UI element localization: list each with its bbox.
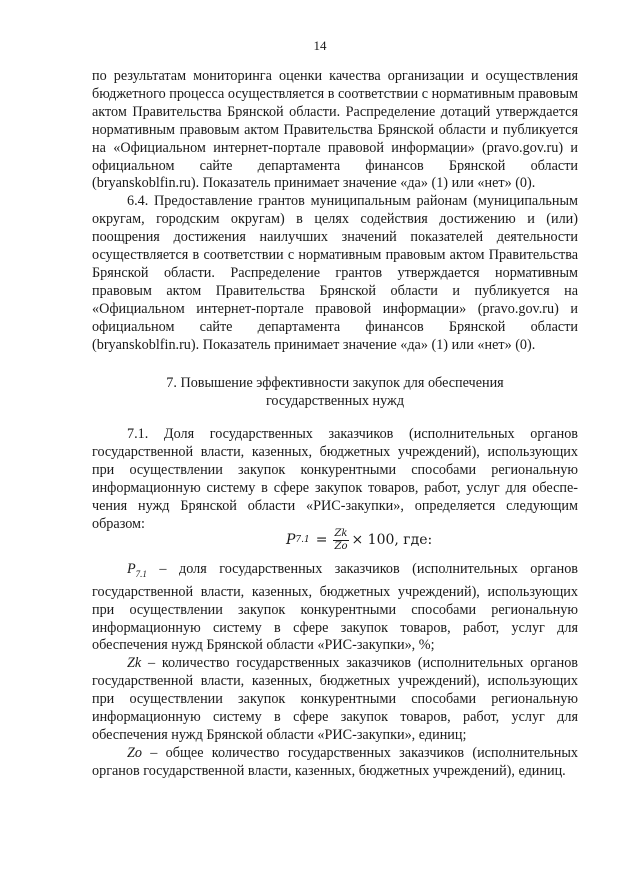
formula-denominator: Zo bbox=[334, 540, 348, 552]
definition-p71-subscript: 7.1 bbox=[135, 568, 147, 579]
formula-lhs-subscript: 7.1 bbox=[295, 535, 310, 545]
formula-numerator: Zk bbox=[334, 527, 348, 539]
section-7-heading bbox=[92, 374, 578, 410]
page-number: 14 bbox=[313, 38, 327, 53]
definition-zk-text: – количество государственных заказчиков (исполнительных органов государственной власти, казенных, бюджетных учреждений), использующих при осуществлении закупок конкурентными способами региональную информационную систему в сфере закупок товаров, работ, услуг для обеспечения нужд Брянской области «РИС-закупки», единиц; bbox=[92, 655, 578, 743]
definition-zo bbox=[92, 745, 578, 781]
formula-tail: × 100, где: bbox=[351, 532, 433, 548]
section-heading-line-2: государственных нужд bbox=[265, 393, 405, 409]
definition-p71-text: – доля государственных заказчиков (исполнительных органов государственной власти, казенных, бюджетных учреждений), использующих при осуществлении закупок конкурентными способами региональную информационную систему в сфере закупок товаров, работ, услуг для обеспечения нужд Брянской области «РИС-закупки», %; bbox=[92, 561, 578, 654]
formula-lhs: P bbox=[286, 532, 296, 548]
paragraph-7-1-block bbox=[92, 426, 578, 533]
definition-p71 bbox=[92, 561, 578, 655]
definitions-block bbox=[92, 561, 578, 781]
definition-zk-symbol: Zk bbox=[127, 655, 142, 672]
formula-equals: = bbox=[315, 532, 328, 548]
paragraph-continuation-block bbox=[92, 68, 578, 355]
paragraph-6-4: 6.4. Предоставление грантов муниципальным районам (муниципальным округам, городским округам) в целях содействия достижению и (или) поощрения достижения наилучших значений показателей деятельности осуществляется в соответствии с нормативным правовым актом Правительства Брянской области. Распределение грантов утверждается нормативным правовым актом Правительства Брянской области и публикуется на «Официальном интернет-портале правовой информации» (pravo.gov.ru) и официальном сайте департамента финансов Брянской области (bryanskoblfin.ru). Показатель принимает значение «да» (1) или «нет» (0). bbox=[92, 193, 578, 353]
section-heading-line-1: 7. Повышение эффективности закупок для обеспечения bbox=[166, 375, 504, 391]
definition-zo-symbol: Zo bbox=[127, 744, 142, 761]
definition-p71-symbol: P bbox=[127, 561, 136, 577]
paragraph-continuation: по результатам мониторинга оценки качества организации и осуществления бюджетного процесса осуществляется в соответствии с нормативным правовым актом Правительства Брянской области. Распределение дотаций утверждается нормативным правовым актом Правительства Брянской области и публикуется на «Официальном интернет-портале правовой информации» (pravo.gov.ru) и официальном сайте департамента финансов Брянской области (bryanskoblfin.ru). Показатель принимает значение «да» (1) или «нет» (0). bbox=[92, 68, 578, 192]
definition-zk bbox=[92, 655, 578, 745]
formula-fraction bbox=[333, 528, 348, 553]
paragraph-7-1: 7.1. Доля государственных заказчиков (исполнительных органов государственной власти, казенных, бюджетных учреждений), использующих при осуществлении закупок конкурентными способами региональную информационную систему в сфере закупок товаров, работ, услуг для обеспечения нужд Брянской области «РИС-закупки», определяется следующим образом: bbox=[92, 426, 578, 532]
formula-p71 bbox=[286, 524, 432, 556]
definition-zo-text: – общее количество государственных заказчиков (исполнительных органов государственной власти, казенных, бюджетных учреждений), единиц. bbox=[92, 744, 578, 779]
